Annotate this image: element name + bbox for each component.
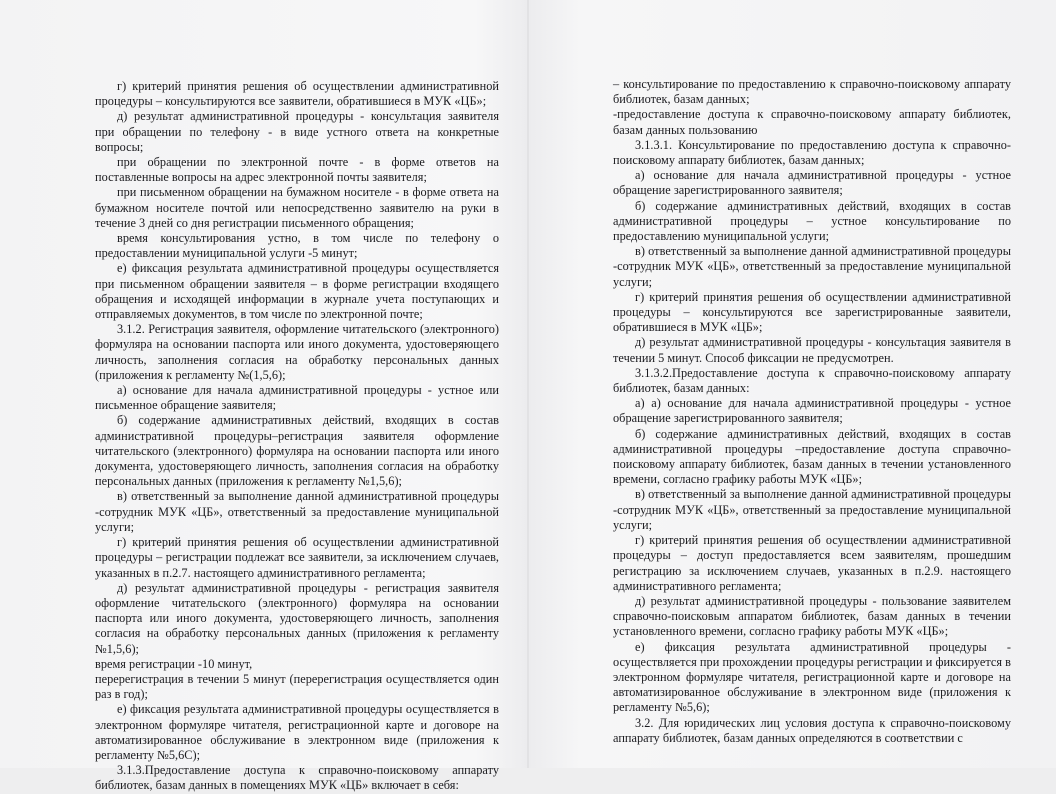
paragraph: б) содержание административных действий, входящих в состав административной процедуры–регистрация заявителя оформление читательского (электронного) формуляра на основании паспорта или иного документа, удостоверяющего личность, заполнения согласия на обработку персональных данных (приложения к регламенту №1,5,6); (95, 413, 499, 489)
paragraph: д) результат административной процедуры - регистрация заявителя оформление читательского (электронного) формуляра на основании паспорта или иного документа, удостоверяющего личность, заполнения согласия на обработку персональных данных (приложения к регламенту №1,5,6); (95, 580, 499, 656)
paragraph: а) а) основание для начала административной процедуры - устное обращение зарегистрированного заявителя; (613, 396, 1011, 426)
page-fold (527, 0, 529, 768)
paragraph: время консультирования устно, в том числе по телефону о предоставлении муниципальной услуги -5 минут; (95, 231, 499, 261)
paragraph: в) ответственный за выполнение данной административной процедуры -сотрудник МУК «ЦБ», ответственный за предоставление муниципальной услуги; (613, 244, 1011, 289)
paragraph: время регистрации -10 минут, (95, 656, 253, 671)
paragraph: г) критерий принятия решения об осуществлении административной процедуры – консультируются все заявители, обратившиеся в МУК «ЦБ»; (95, 79, 499, 109)
paragraph: г) критерий принятия решения об осуществлении административной процедуры – доступ предоставляется всем заявителям, прошедшим регистрацию за исключением случаев, указанных в п.2.9. настоящего административного регламента; (613, 533, 1011, 593)
paragraph: е) фиксация результата административной процедуры осуществляется в электронном формуляре читателя, регистрационной карте и договоре на автоматизированное обслуживание в электронном виде (приложения к регламенту №5,6С); (95, 702, 499, 762)
paragraph: при письменном обращении на бумажном носителе - в форме ответа на бумажном носителе почтой или непосредственно заявителю на руки в течение 3 дней со дня регистрации письменного обращения; (95, 185, 499, 230)
paragraph: д) результат административной процедуры - консультация заявителя при обращении по телефону - в виде устного ответа на конкретные вопросы; (95, 109, 499, 154)
paragraph: д) результат административной процедуры - консультация заявителя в течении 5 минут. Способ фиксации не предусмотрен. (613, 335, 1011, 365)
left-page-text (95, 79, 499, 794)
paragraph: б) содержание административных действий, входящих в состав административной процедуры – устное консультирование по предоставлению муниципальной услуги; (613, 198, 1011, 244)
paragraph: а) основание для начала административной процедуры - устное обращение зарегистрированного заявителя; (613, 168, 1011, 198)
paragraph: г) критерий принятия решения об осуществлении административной процедуры – консультируются все зарегистрированные заявители, обратившиеся в МУК «ЦБ»; (613, 289, 1011, 335)
paragraph: г) критерий принятия решения об осуществлении административной процедуры – регистрации подлежат все заявители, за исключением случаев, указанных в п.2.7. настоящего административного регламента; (95, 535, 499, 580)
paragraph: 3.2. Для юридических лиц условия доступа к справочно-поисковому аппарату библиотек, базам данных определяются в соответствии с (613, 715, 1011, 745)
paragraph: 3.1.2. Регистрация заявителя, оформление читательского (электронного) формуляра на основании паспорта или иного документа, удостоверяющего личность, заполнения согласия на обработку персональных данных (приложения к регламенту №(1,5,6); (95, 322, 499, 382)
paragraph: б) содержание административных действий, входящих в состав административной процедуры –предоставление доступа справочно-поисковому аппарату библиотек, базам данных в течении установленного времени, согласно графику работы МУК «ЦБ»; (613, 426, 1011, 487)
paragraph: 3.1.3.1. Консультирование по предоставлению доступа к справочно-поисковому аппарату библиотек, базам данных; (613, 137, 1011, 168)
paragraph: 3.1.3.Предоставление доступа к справочно-поисковому аппарату библиотек, базам данных в помещениях МУК «ЦБ» включает в себя: (95, 763, 499, 793)
paragraph: а) основание для начала административной процедуры - устное или письменное обращение заявителя; (95, 383, 499, 413)
paragraph: -предоставление доступа к справочно-поисковому аппарату библиотек, базам данных пользованию (613, 107, 1011, 137)
paragraph: е) фиксация результата административной процедуры осуществляется при письменном обращении заявителя – в форме регистрации входящего обращения и исходящей информации в журнале учета поступающих и отправляемых документов, в том числе по электронной почте; (95, 261, 499, 322)
paragraph: д) результат административной процедуры - пользование заявителем справочно-поисковым аппаратом библиотек, базам данных в течении установленного времени, согласно графику работы МУК «ЦБ»; (613, 593, 1011, 639)
paragraph: в) ответственный за выполнение данной административной процедуры -сотрудник МУК «ЦБ», ответственный за предоставление муниципальной услуги; (613, 487, 1011, 532)
paragraph: – консультирование по предоставлению к справочно-поисковому аппарату библиотек, базам данных; (613, 77, 1011, 107)
right-page-text (613, 77, 1011, 746)
paragraph: в) ответственный за выполнение данной административной процедуры -сотрудник МУК «ЦБ», ответственный за предоставление муниципальной услуги; (95, 489, 499, 534)
paragraph: перерегистрация в течении 5 минут (перерегистрация осуществляется один раз в год); (95, 671, 499, 702)
paragraph: е) фиксация результата административной процедуры - осуществляется при прохождении процедуры регистрации и фиксируется в электронном формуляре читателя, регистрационной карте и договоре на автоматизированное обслуживание в электронном виде (приложения к регламенту №5,6); (613, 639, 1011, 715)
paragraph: 3.1.3.2.Предоставление доступа к справочно-поисковому аппарату библиотек, базам данных: (613, 365, 1011, 396)
paragraph: при обращении по электронной почте - в форме ответов на поставленные вопросы на адрес электронной почты заявителя; (95, 155, 499, 185)
